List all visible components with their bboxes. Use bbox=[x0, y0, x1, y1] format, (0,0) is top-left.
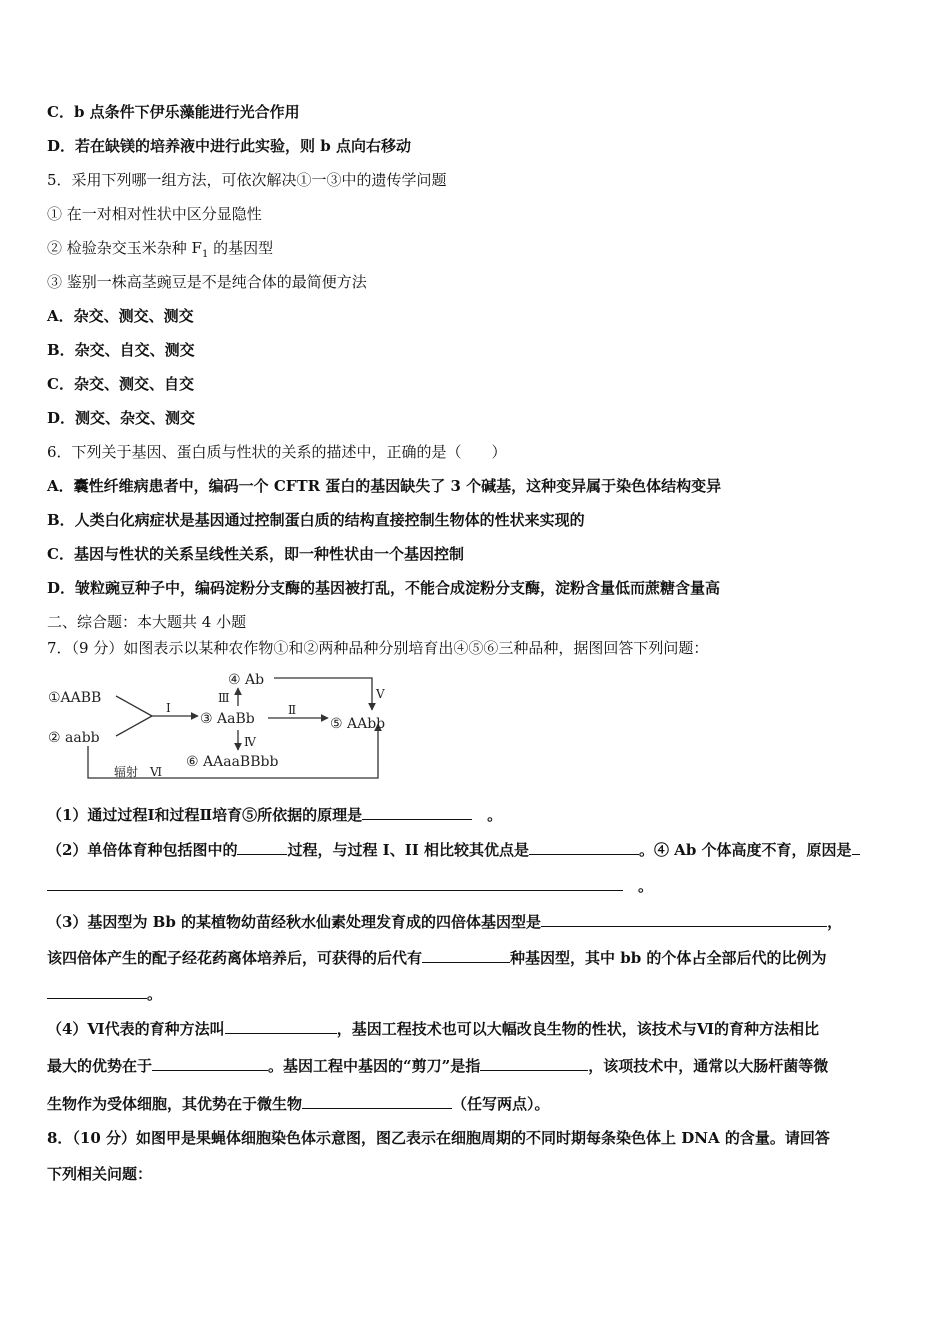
q6-option-b: B．人类白化病症状是基因通过控制蛋白质的结构直接控制生物体的性状来实现的 bbox=[47, 511, 585, 529]
q7-part-4-text-d: 。基因工程中基因的“剪刀”是指 bbox=[268, 1057, 481, 1075]
q7-part-2-text-b: 过程，与过程 I、II 相比较其优点是 bbox=[287, 841, 529, 859]
q5-item-2-sub: 1 bbox=[201, 249, 209, 260]
q5-option-d: D．测交、杂交、测交 bbox=[47, 409, 196, 427]
q4-option-d: D．若在缺镁的培养液中进行此实验，则 b 点向右移动 bbox=[47, 137, 411, 155]
q7-part-3-end-line bbox=[47, 984, 162, 1004]
q7-part-3-comma: ， bbox=[827, 913, 843, 931]
q6-stem: 6．下列关于基因、蛋白质与性状的关系的描述中，正确的是（ ） bbox=[47, 443, 507, 461]
q5-item-3: ③ 鉴别一株高茎豌豆是不是纯合体的最简便方法 bbox=[47, 273, 367, 291]
route-5-label: Ⅴ bbox=[376, 687, 385, 701]
q7-part-4-text-c: 最大的优势在于 bbox=[47, 1057, 153, 1075]
q6-option-c: C．基因与性状的关系呈线性关系，即一种性状由一个基因控制 bbox=[47, 545, 464, 563]
q6-option-d: D．皱粒豌豆种子中，编码淀粉分支酶的基因被打乱，不能合成淀粉分支酶，淀粉含量低而蔗糖含量高 bbox=[47, 579, 721, 597]
node-2: ② aabb bbox=[48, 730, 100, 746]
q5-item-2 bbox=[47, 238, 273, 265]
q7-part-2-text-c: 。④ Ab 个体高度不育，原因是 bbox=[638, 841, 852, 859]
q7-part-1-text: （1）通过过程Ⅰ和过程Ⅱ培育⑤所依据的原理是 bbox=[47, 806, 363, 824]
route-2-label: Ⅱ bbox=[288, 703, 297, 717]
q7-part-4-cont bbox=[47, 1056, 828, 1076]
q7-part-4-text-b: ，基因工程技术也可以大幅改良生物的性状，该技术与Ⅵ的育种方法相比 bbox=[336, 1020, 819, 1038]
answer-blank[interactable] bbox=[225, 1019, 337, 1034]
q8-stem-line-1: 8．（10 分）如图甲是果蝇体细胞染色体示意图，图乙表示在细胞周期的不同时期每条染色体上 DNA 的含量。请回答 bbox=[47, 1129, 830, 1147]
q7-part-4-end: （任写两点）。 bbox=[452, 1095, 550, 1113]
node-3: ③ AaBb bbox=[200, 711, 255, 727]
answer-blank[interactable] bbox=[152, 1056, 268, 1071]
answer-blank[interactable] bbox=[302, 1094, 452, 1109]
answer-blank[interactable] bbox=[47, 876, 623, 891]
q7-part-3-cont bbox=[47, 948, 826, 968]
answer-blank[interactable] bbox=[47, 984, 147, 999]
section-2-heading: 二、综合题：本大题共 4 小题 bbox=[47, 613, 247, 631]
q7-part-3-text-d: 种基因型，其中 bb 的个体占全部后代的比例为 bbox=[510, 949, 827, 967]
q6-option-a: A．囊性纤维病患者中，编码一个 CFTR 蛋白的基因缺失了 3 个碱基，这种变异属于染色体结构变异 bbox=[47, 477, 722, 495]
q7-part-4 bbox=[47, 1019, 819, 1039]
q7-part-3-text-c: 该四倍体产生的配子经花药离体培养后，可获得的后代有 bbox=[47, 949, 423, 967]
node-6: ⑥ AAaaBBbb bbox=[186, 754, 279, 770]
q7-part-4-text: （4）Ⅵ代表的育种方法叫 bbox=[47, 1020, 225, 1038]
answer-blank[interactable] bbox=[541, 912, 827, 927]
q7-part-2-text: （2）单倍体育种包括图中的 bbox=[47, 841, 238, 859]
q5-option-b: B．杂交、自交、测交 bbox=[47, 341, 195, 359]
q7-part-3 bbox=[47, 912, 842, 932]
q7-part-2 bbox=[47, 840, 860, 860]
answer-blank[interactable] bbox=[480, 1056, 588, 1071]
breeding-diagram bbox=[40, 666, 420, 784]
q7-part-1-end: 。 bbox=[487, 806, 503, 824]
q5-item-2-text: ② 检验杂交玉米杂种 F bbox=[47, 239, 202, 257]
answer-blank[interactable] bbox=[529, 840, 639, 855]
q5-option-a: A．杂交、测交、测交 bbox=[47, 307, 194, 325]
q7-part-4-end-line bbox=[47, 1094, 550, 1114]
q8-stem-line-2: 下列相关问题： bbox=[47, 1165, 153, 1183]
route-3-label: Ⅲ bbox=[218, 691, 230, 705]
q7-part-2-cont bbox=[47, 876, 653, 896]
answer-blank[interactable] bbox=[362, 805, 472, 820]
node-1: ①AABB bbox=[48, 690, 102, 706]
q5-item-1: ① 在一对相对性状中区分显隐性 bbox=[47, 205, 262, 223]
q7-part-3-text: （3）基因型为 Bb 的某植物幼苗经秋水仙素处理发育成的四倍体基因型是 bbox=[47, 913, 542, 931]
q7-stem: 7．（9 分）如图表示以某种农作物①和②两种品种分别培育出④⑤⑥三种品种，据图回答下列问题： bbox=[47, 639, 709, 657]
q4-option-c: C．b 点条件下伊乐藻能进行光合作用 bbox=[47, 103, 300, 121]
q5-stem: 5．采用下列哪一组方法，可依次解决①一③中的遗传学问题 bbox=[47, 171, 447, 189]
answer-blank[interactable] bbox=[237, 840, 287, 855]
route-6-label: 辐射 Ⅵ bbox=[114, 765, 163, 779]
q7-part-4-text-e: ，该项技术中，通常以大肠杆菌等微 bbox=[588, 1057, 829, 1075]
q7-part-3-end: 。 bbox=[147, 985, 163, 1003]
q7-part-4-text-f: 生物作为受体细胞，其优势在于微生物 bbox=[47, 1095, 303, 1113]
route-1-label: Ⅰ bbox=[166, 701, 171, 715]
node-5: ⑤ AAbb bbox=[330, 716, 386, 732]
q5-item-2-tail: 的基因型 bbox=[208, 239, 274, 257]
answer-blank[interactable] bbox=[852, 840, 860, 855]
q7-part-1 bbox=[47, 805, 502, 825]
q7-part-2-end: 。 bbox=[638, 877, 654, 895]
route-4-label: Ⅳ bbox=[244, 735, 256, 749]
q5-option-c: C．杂交、测交、自交 bbox=[47, 375, 194, 393]
answer-blank[interactable] bbox=[422, 948, 510, 963]
node-4: ④ Ab bbox=[228, 672, 265, 688]
